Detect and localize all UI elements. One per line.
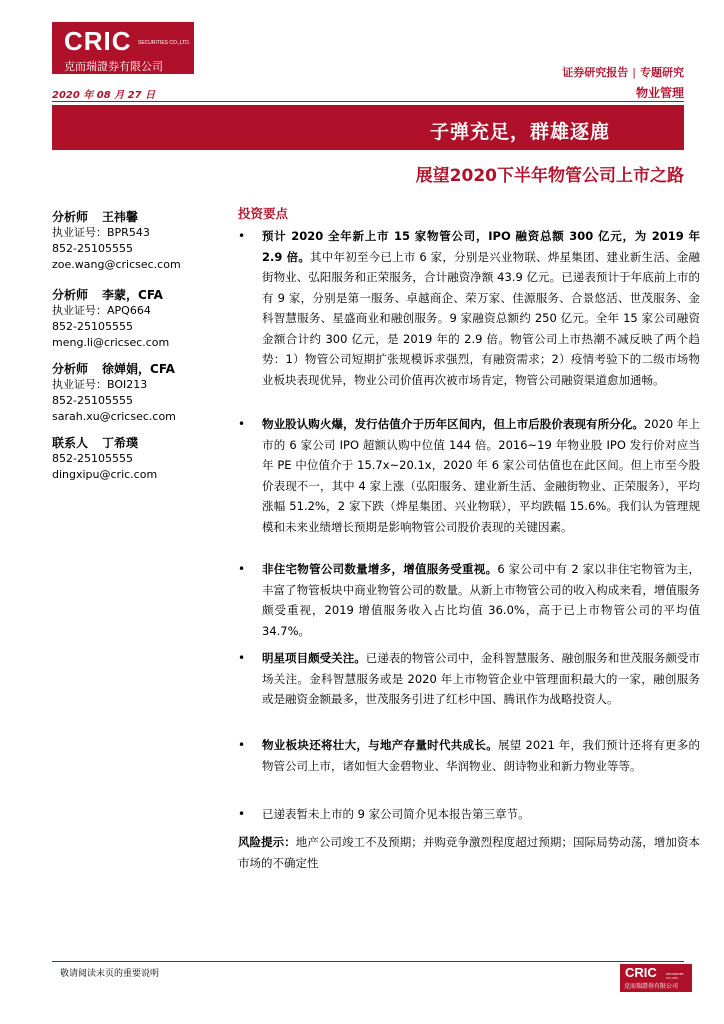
analyst-name: 王祎馨	[102, 210, 139, 224]
category-topic: 专题研究	[640, 66, 684, 79]
bullet-dot-icon: •	[238, 651, 246, 665]
analyst-card	[52, 287, 169, 351]
analyst-license: 执业证号：BPR543	[52, 226, 150, 239]
contact-role: 联系人	[52, 436, 89, 450]
bullet-heading: 非住宅物管公司数量增多，增值服务受重视。	[262, 562, 498, 576]
analyst-name-line	[52, 287, 169, 303]
footer-disclaimer: 敬请阅读末页的重要说明	[60, 969, 160, 979]
highlight-bullet	[238, 226, 700, 416]
bullet-body: 6 家公司中有 2 家以非住宅物管为主，丰富了物管板块中商业物管公司的数量。从新上市物管公司的收入构成来看，增值服务颇受重视，2019 增值服务收入占比均值 36.0%，高于已上市物管公司的平均值 34.7%。	[262, 562, 700, 638]
risk-text: 地产公司竣工不及预期；并购竞争激烈程度超过预期；国际局势动荡，增加资本市场的不确定性	[238, 835, 701, 870]
analyst-phone: 852-25105555	[52, 320, 133, 333]
footer-logo-cn: 克而瑞證券有限公司	[624, 983, 679, 990]
bullet-dot-icon: •	[238, 807, 246, 821]
category-separator: |	[632, 66, 636, 79]
highlight-bullet	[238, 414, 700, 554]
analyst-name-line	[52, 361, 176, 377]
bullet-body: 已递表的物管公司中，金科智慧服务、融创服务和世茂服务颇受市场关注。金科智慧服务或是 2020 年上市物管企业中管理面积最大的一家，融创服务或是融资金额最多，世茂服务引进了红杉中国、腾讯作为战略投资人。	[262, 651, 701, 706]
analyst-phone: 852-25105555	[52, 394, 133, 407]
logo-cn: 克而瑞證券有限公司	[64, 60, 163, 73]
highlight-bullet	[238, 648, 700, 732]
highlight-bullet	[238, 735, 700, 799]
analyst-name-line	[52, 209, 181, 225]
report-title: 子弹充足，群雄逐鹿	[430, 121, 611, 143]
bullet-dot-icon: •	[238, 562, 246, 576]
bullet-dot-icon: •	[238, 229, 246, 243]
highlight-bullet	[238, 559, 700, 643]
contact-phone: 852-25105555	[52, 452, 133, 465]
analyst-role: 分析师	[52, 362, 89, 376]
bullet-dot-icon: •	[238, 738, 246, 752]
footer-logo	[620, 964, 692, 992]
bullet-body: 其中年初至今已上市 6 家，分别是兴业物联、烨星集团、建业新生活、金融街物业、弘阳服务和正荣服务，合计融资净额 43.9 亿元。已递表预计于年底前上市的有 9 家，分别是第一服务、卓越商企、荣万家、佳源服务、合景悠活、世茂服务、金科智慧服务、星盛商业和融创服务。9 家融资总额约 250 亿元。全年 15 家公司融资金额合计约 300 亿元，是 2019 年的 2.9 倍。物管公司上市热潮不减反映了两个趋势：1）物管公司短期扩张规模诉求强烈，有融资需求；2）疫情考验下的二级市场物业板块表现优异，物业公司价值再次被市场肯定，物管公司融资渠道愈加通畅。	[262, 249, 700, 387]
bullet-heading: 物业板块还将壮大，与地产存量时代共成长。	[262, 738, 498, 752]
analyst-name: 李蒙，CFA	[102, 288, 163, 302]
risk-label: 风险提示：	[238, 835, 296, 849]
industry-label: 物业管理	[635, 86, 684, 100]
analyst-role: 分析师	[52, 210, 89, 224]
contact-email[interactable]: dingxipu@cric.com	[52, 468, 158, 481]
analyst-card	[52, 361, 176, 425]
contact-card	[52, 435, 157, 483]
bullet-heading: 明星项目颇受关注。	[262, 651, 366, 665]
risk-warning	[238, 832, 700, 873]
bullet-body: 展望 2021 年，我们预计还将有更多的物管公司上市，诸如恒大金碧物业、华润物业、朗诗物业和新力物业等等。	[262, 738, 700, 773]
section-title: 投资要点	[238, 206, 289, 221]
analyst-email[interactable]: meng.li@cricsec.com	[52, 336, 170, 349]
report-category	[562, 64, 684, 80]
bullet-heading: 预计 2020 全年新上市 15 家物管公司，IPO 融资总额 300 亿元，为 2019 年 2.9 倍。	[262, 229, 700, 264]
bullet-body: 2020 年上市的 6 家公司 IPO 超额认购中位值 144 倍。2016~19 年物业股 IPO 发行价对应当年 PE 中位值介于 15.7x~20.1x，2020 年 6 家公司估值也在此区间。但上市至今股价表现不一，其中 4 家上涨（弘阳服务、建业新生活、金融街物业、正荣服务），平均涨幅 51.2%，2 家下跌（烨星集团、兴业物联），平均跌幅 15.6%。我们认为管理规模和未来业绩增长预期是影响物管公司股价表现的关键因素。	[262, 417, 701, 534]
footer-logo-brand: CRIC	[625, 965, 657, 980]
category-research: 证券研究报告	[562, 66, 629, 79]
contact-name-line	[52, 435, 157, 451]
analyst-email[interactable]: sarah.xu@cricsec.com	[52, 410, 176, 423]
header-divider	[52, 101, 684, 102]
footer-logo-sub: SECURITIES CO.,LTD.	[666, 972, 684, 980]
analyst-card	[52, 209, 181, 273]
report-subtitle: 展望2020下半年物管公司上市之路	[415, 166, 684, 186]
analyst-name: 徐婵娟，CFA	[102, 362, 175, 376]
logo-brand: CRIC	[64, 26, 132, 56]
analyst-license: 执业证号：APQ664	[52, 304, 151, 317]
analyst-license: 执业证号：BOI213	[52, 378, 148, 391]
bullet-dot-icon: •	[238, 417, 246, 431]
highlight-bullet	[238, 804, 700, 826]
footer-divider	[52, 961, 684, 962]
bullet-body: 已递表暂未上市的 9 家公司简介见本报告第三章节。	[262, 807, 530, 821]
logo-sub: SECURITIES CO.,LTD.	[138, 40, 191, 46]
analyst-role: 分析师	[52, 288, 89, 302]
bullet-heading: 物业股认购火爆，发行估值介于历年区间内，但上市后股价表现有所分化。	[262, 417, 644, 431]
report-date: 2020 年 08 月 27 日	[52, 90, 156, 101]
company-logo	[52, 22, 194, 74]
analyst-email[interactable]: zoe.wang@cricsec.com	[52, 258, 181, 271]
contact-name: 丁希璞	[102, 436, 139, 450]
analyst-phone: 852-25105555	[52, 242, 133, 255]
title-band	[52, 105, 684, 150]
